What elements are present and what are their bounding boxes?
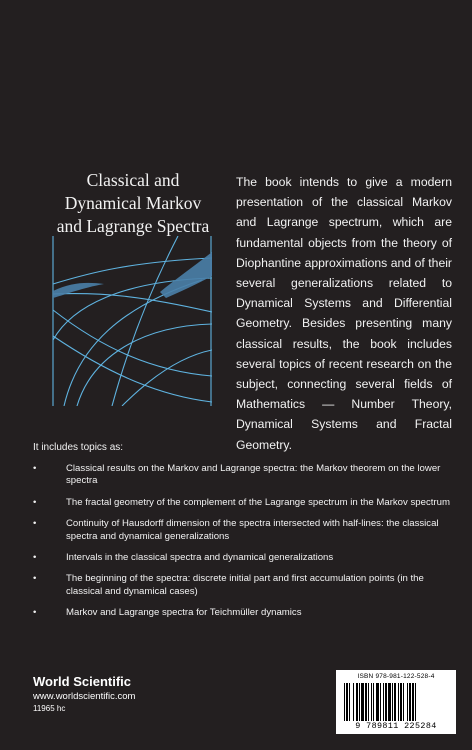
topic-item	[33, 573, 457, 598]
title-line-3: and Lagrange Spectra	[56, 216, 210, 236]
description-text: The book intends to give a modern presentation of the classical Markov and Lagrange spectrum, which are fundamental objects from the theory of Diophantine approximations and of their several generalizations related to Dynamical Systems and Differential Geometry. Besides presenting many classical results, the book includes several topics of recent research on the subject, connecting several fields of Mathematics — Number Theory, Dynamical Systems and Fractal Geometry.	[236, 175, 452, 452]
barcode-bar	[398, 683, 399, 721]
publisher-block	[33, 674, 135, 715]
topic-text: Intervals in the classical spectra and dynamical generalizations	[66, 552, 334, 564]
barcode-bar	[359, 683, 360, 721]
topics-intro: It includes topics as:	[33, 442, 124, 453]
barcode-bar	[380, 683, 381, 721]
barcode-bar	[361, 683, 364, 721]
isbn-text: ISBN 978-981-122-528-4	[357, 673, 435, 680]
barcode-bar	[344, 683, 345, 721]
topic-text: Continuity of Hausdorff dimension of the spectra intersected with half-lines: the classical spectra and dynamical generalizations	[66, 518, 439, 542]
publisher-name: World Scientific	[33, 674, 131, 689]
title-line-1: Classical and	[86, 170, 180, 190]
figure-curve	[53, 310, 212, 376]
title-line-2: Dynamical Markov	[64, 193, 202, 213]
topic-text: Classical results on the Markov and Lagrange spectra: the Markov theorem on the lower spectra	[66, 463, 441, 487]
barcode-bar	[383, 683, 384, 721]
barcode-bar	[353, 683, 354, 721]
bullet-icon: •	[33, 463, 37, 474]
barcode-bar	[388, 683, 391, 721]
publisher-code: 11965 hc	[33, 704, 66, 713]
topic-item	[33, 518, 457, 543]
barcode-bar	[371, 683, 372, 721]
barcode-bar	[376, 683, 379, 721]
bullet-icon: •	[33, 552, 37, 564]
barcode-bar	[409, 683, 411, 721]
barcode-bar	[415, 683, 416, 721]
topic-item	[33, 497, 457, 509]
topic-item	[33, 552, 457, 564]
topic-item	[33, 463, 457, 488]
topic-text: The fractal geometry of the complement of the Lagrange spectrum in the Markov spectrum	[66, 496, 450, 508]
bullet-icon: •	[33, 518, 37, 530]
barcode-bar	[407, 683, 408, 721]
topics-list	[33, 463, 457, 629]
figure-curve	[77, 324, 212, 406]
barcode-number: 9 789811 225284	[355, 721, 437, 731]
cover-figure	[52, 236, 212, 406]
figure-band	[160, 252, 212, 298]
barcode-bar	[392, 683, 393, 721]
topic-text: The beginning of the spectra: discrete initial part and first accumulation points (in the classical and dynamical cases)	[66, 573, 424, 597]
barcode-bar	[373, 683, 374, 721]
barcode-bars	[344, 683, 450, 721]
publisher-url: www.worldscientific.com	[33, 691, 136, 702]
barcode-bar	[403, 683, 404, 721]
topic-text: Markov and Lagrange spectra for Teichmüller dynamics	[66, 607, 302, 619]
barcode-bar	[412, 683, 414, 721]
topic-item	[33, 607, 457, 619]
bullet-icon: •	[33, 496, 37, 508]
barcode-bar	[394, 683, 396, 721]
barcode-bar	[365, 683, 367, 721]
figure-curve	[53, 294, 212, 312]
barcode	[336, 670, 456, 734]
figure-curve	[53, 336, 212, 402]
barcode-bar	[368, 683, 369, 721]
figure-band	[53, 283, 104, 298]
barcode-bar	[349, 683, 350, 721]
barcode-bar	[356, 683, 358, 721]
barcode-bar	[385, 683, 387, 721]
bullet-icon: •	[33, 573, 37, 585]
barcode-bar	[346, 683, 348, 721]
book-title	[44, 169, 222, 238]
bullet-icon: •	[33, 607, 37, 619]
barcode-bar	[400, 683, 402, 721]
